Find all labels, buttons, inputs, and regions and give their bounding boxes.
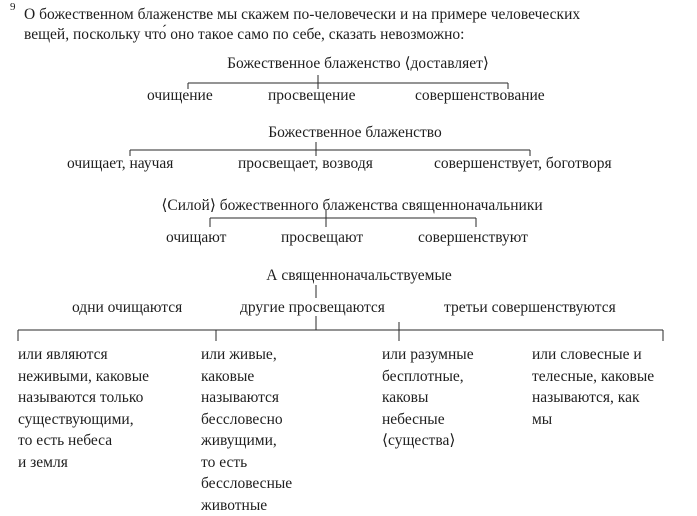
diagram4-subitem-4: или словесные и телесные, каковые называются, как мы	[532, 346, 655, 428]
diagram4-heading: А священноначальствуемые	[266, 267, 452, 284]
diagram4-subitem-2: или живые, каковые называются бессловесно живущими, то есть бессловесные животные	[201, 346, 293, 514]
diagram3-item-2: просвещают	[281, 229, 364, 246]
diagram1-item-2: просвещение	[268, 87, 356, 104]
diagram3-heading: ⟨Силой⟩ божественного блаженства священноначальники	[161, 197, 543, 214]
diagram2-item-3: совершенствует, боготворя	[434, 155, 612, 172]
footnote-marker: 9	[10, 1, 16, 13]
diagram4-subitem-3: или разумные бесплотные, каковы небесные ⟨существа⟩	[382, 346, 474, 449]
diagram2-item-2: просвещает, возводя	[238, 155, 373, 172]
diagram3-item-3: совершенствуют	[418, 229, 528, 246]
diagram3-item-1: очищают	[166, 229, 227, 246]
diagram2-item-1: очищает, научая	[67, 155, 174, 172]
diagram1-item-1: очищение	[147, 87, 213, 104]
diagram4-subitem-1: или являются неживыми, каковые называются только существующими, то есть небеса и земля	[18, 346, 150, 471]
diagram4-item-2: другие просвещаются	[240, 299, 385, 316]
diagram1-heading: Божественное блаженство ⟨доставляет⟩	[227, 55, 489, 72]
diagram1-item-3: совершенствование	[415, 87, 545, 104]
intro-line-1: О божественном блаженстве мы скажем по-человечески и на примере человеческих	[24, 6, 581, 23]
intro-line-2: вещей, поскольку что́ оно такое само по себе, сказать невозможно:	[24, 26, 465, 43]
diagram4-item-1: одни очищаются	[72, 299, 183, 316]
diagram4-item-3: третьи совершенствуются	[444, 299, 616, 316]
diagram2-heading: Божественное блаженство	[268, 124, 442, 141]
